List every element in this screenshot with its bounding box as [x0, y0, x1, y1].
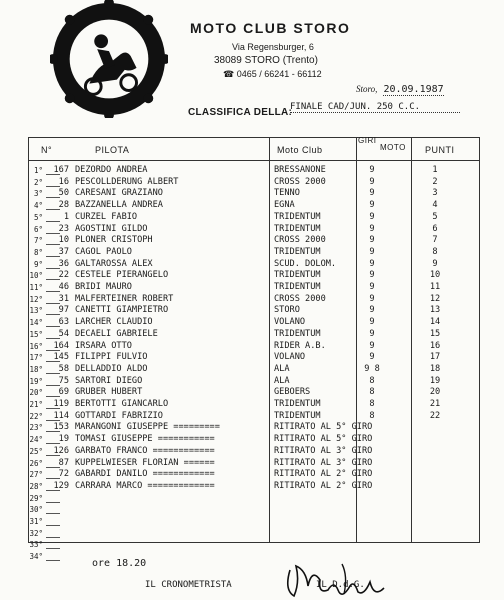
row-moto-club: BRESSANONE [274, 165, 326, 175]
row-pilot-name: MALFERTEINER ROBERT [75, 293, 174, 304]
table-row [29, 434, 479, 445]
row-number: 97 [58, 305, 69, 316]
row-position: 24° [29, 435, 43, 445]
row-number: 145 [53, 352, 69, 363]
row-number: 37 [58, 246, 69, 257]
row-punti: 11 [429, 282, 441, 292]
header-giri: GIRI [358, 136, 377, 145]
row-position: 30° [29, 505, 43, 515]
row-punti: 16 [429, 340, 441, 351]
row-pilot-name: DEZORDO ANDREA [75, 165, 148, 175]
row-position: 14° [29, 318, 43, 328]
row-moto-club: RITIRATO AL 2° GIRO [274, 480, 373, 491]
row-position: 20° [29, 388, 43, 398]
row-punti: 13 [429, 305, 441, 316]
row-position: 19° [29, 376, 43, 386]
row-position: 12° [29, 294, 43, 304]
row-pilot-name: MARANGONI GIUSEPPE ========= [75, 422, 220, 433]
row-moto-club: RITIRATO AL 5° GIRO [274, 434, 373, 445]
row-position: 16° [29, 341, 43, 351]
row-position: 25° [29, 446, 43, 456]
row-giri: 9 [369, 165, 375, 175]
row-punti: 10 [429, 270, 441, 281]
row-moto-club: CROSS 2000 [274, 176, 326, 187]
row-position: 13° [29, 306, 43, 316]
row-giri: 9 [369, 200, 375, 211]
row-punti: 8 [432, 246, 438, 257]
row-number: 69 [58, 387, 69, 398]
row-moto-club: STORO [274, 305, 300, 316]
row-position: 34° [29, 552, 43, 562]
row-punti: 5 [432, 211, 438, 222]
row-giri: 9 [369, 246, 375, 257]
row-giri: 8 [369, 399, 375, 409]
row-punti: 20 [429, 387, 441, 398]
row-number: 22 [58, 270, 69, 281]
row-punti: 6 [432, 223, 438, 234]
row-pilot-name: CANETTI GIAMPIETRO [75, 305, 169, 316]
classifica-value: FINALE CAD/JUN. 250 C.C. [290, 102, 460, 113]
row-punti: 19 [429, 375, 441, 386]
row-number: 87 [58, 457, 69, 468]
table-row [29, 528, 479, 539]
row-moto-club: TRIDENTUM [274, 223, 321, 234]
row-giri: 9 [369, 176, 375, 187]
row-number: 50 [58, 188, 69, 199]
row-moto-club: TRIDENTUM [274, 328, 321, 339]
row-position: 26° [29, 458, 43, 468]
row-moto-club: CROSS 2000 [274, 235, 326, 246]
row-giri: 9 [369, 317, 375, 328]
row-moto-club: RIDER A.B. [274, 340, 326, 351]
row-punti: 1 [432, 165, 438, 175]
row-pilot-name: DELLADDIO ALDO [75, 363, 148, 374]
row-pilot-name: GARBATO FRANCO ============ [75, 445, 215, 456]
row-number: 19 [58, 434, 69, 445]
row-pilot-name: GALTAROSSA ALEX [75, 258, 153, 269]
row-punti: 12 [429, 293, 441, 304]
row-moto-club: TRIDENTUM [274, 399, 321, 409]
row-giri: 9 [369, 223, 375, 234]
row-giri: 9 [369, 340, 375, 351]
row-position: 3° [33, 189, 43, 199]
table-row [29, 270, 479, 281]
row-position: 18° [29, 364, 43, 374]
table-row [29, 422, 479, 433]
table-row [29, 411, 479, 422]
table-row [29, 259, 479, 270]
row-pilot-name: PLONER CRISTOPH [75, 235, 153, 246]
number-underline [46, 513, 60, 514]
row-number: 75 [58, 375, 69, 386]
table-row [29, 504, 479, 515]
row-number: 72 [58, 469, 69, 480]
row-moto-club: SCUD. DOLOM. [274, 258, 337, 269]
row-position: 21° [29, 400, 43, 409]
row-number: 23 [58, 223, 69, 234]
row-moto-club: TRIDENTUM [274, 246, 321, 257]
row-moto-club: CROSS 2000 [274, 293, 326, 304]
row-position: 5° [33, 212, 43, 222]
table-row [29, 177, 479, 188]
row-moto-club: EGNA [274, 200, 295, 211]
table-row [29, 352, 479, 363]
table-row [29, 294, 479, 305]
row-number: 114 [53, 410, 69, 421]
row-position: 33° [29, 540, 43, 550]
table-row [29, 387, 479, 398]
row-position: 28° [29, 481, 43, 491]
header-numero: N° [41, 145, 53, 155]
header-moto: MOTO [380, 143, 406, 152]
row-punti: 18 [429, 363, 441, 374]
row-punti: 3 [432, 188, 438, 199]
table-row [29, 188, 479, 199]
row-punti: 15 [429, 328, 441, 339]
table-row [29, 212, 479, 223]
row-position: 22° [29, 411, 43, 421]
row-position: 1° [33, 166, 43, 175]
row-giri: 9 [369, 235, 375, 246]
row-moto-club: TENNO [274, 188, 300, 199]
row-giri: 8 [369, 387, 375, 398]
row-position: 27° [29, 470, 43, 480]
club-logo [50, 0, 168, 118]
row-punti: 4 [432, 200, 438, 211]
row-giri: 9 [369, 258, 375, 269]
place-label: Storo, [356, 84, 378, 94]
row-moto-club: RITIRATO AL 3° GIRO [274, 457, 373, 468]
table-row [29, 539, 479, 550]
table-row [29, 516, 479, 527]
row-pilot-name: AGOSTINI GILDO [75, 223, 148, 234]
row-position: 7° [33, 236, 43, 246]
date-value: 20.09.1987 [383, 84, 444, 95]
row-position: 15° [29, 329, 43, 339]
header-pilota: PILOTA [95, 145, 130, 155]
row-position: 9° [33, 259, 43, 269]
date-line [356, 84, 444, 95]
row-moto-club: TRIDENTUM [274, 211, 321, 222]
row-giri: 9 [369, 188, 375, 199]
table-row [29, 224, 479, 235]
results-table [28, 136, 480, 562]
table-row [29, 247, 479, 258]
row-number: 126 [53, 445, 69, 456]
table-row [29, 317, 479, 328]
row-punti: 9 [432, 258, 438, 269]
number-underline [46, 525, 60, 526]
row-moto-club: GEBOERS [274, 387, 311, 398]
row-giri: 9 [369, 211, 375, 222]
row-pilot-name: CESTELE PIERANGELO [75, 270, 169, 281]
row-pilot-name: TOMASI GIUSEPPE =========== [75, 434, 215, 445]
club-name: MOTO CLUB STORO [190, 20, 351, 36]
row-number: 28 [58, 200, 69, 211]
row-number: 153 [53, 422, 69, 433]
table-row [29, 458, 479, 469]
row-position: 4° [33, 201, 43, 211]
row-pilot-name: FILIPPI FULVIO [75, 352, 148, 363]
row-punti: 22 [429, 410, 441, 421]
row-punti: 17 [429, 352, 441, 363]
table-row [29, 399, 479, 410]
number-underline [46, 548, 60, 549]
row-giri: 8 [369, 410, 375, 421]
row-moto-club: VOLANO [274, 317, 306, 328]
row-pilot-name: BRIDI MAURO [75, 282, 132, 292]
row-pilot-name: GRUBER HUBERT [75, 387, 143, 398]
row-giri: 9 8 [364, 363, 380, 374]
table-row [29, 469, 479, 480]
results-rows [29, 138, 479, 562]
row-pilot-name: BAZZANELLA ANDREA [75, 200, 163, 211]
row-giri: 9 [369, 282, 375, 292]
header-moto-club: Moto Club [277, 145, 323, 155]
row-position: 23° [29, 423, 43, 433]
row-number: 63 [58, 317, 69, 328]
row-position: 10° [29, 271, 43, 281]
row-giri: 9 [369, 270, 375, 281]
table-row [29, 305, 479, 316]
signature-image [282, 560, 392, 600]
row-position: 32° [29, 528, 43, 538]
table-row [29, 364, 479, 375]
row-number: 46 [58, 282, 69, 292]
finish-time: ore 18.20 [92, 558, 147, 569]
row-pilot-name: DECAELI GABRIELE [75, 328, 158, 339]
row-moto-club: TRIDENTUM [274, 270, 321, 281]
row-position: 11° [29, 283, 43, 292]
row-pilot-name: SARTORI DIEGO [75, 375, 143, 386]
row-position: 31° [29, 517, 43, 526]
row-pilot-name: PESCOLLDERUNG ALBERT [75, 176, 179, 187]
row-pilot-name: GABARDI DANILO ============ [75, 469, 215, 480]
row-giri: 9 [369, 352, 375, 363]
row-position: 8° [33, 247, 43, 257]
row-position: 6° [33, 224, 43, 234]
row-moto-club: ALA [274, 375, 290, 386]
row-moto-club: RITIRATO AL 2° GIRO [274, 469, 373, 480]
table-row [29, 376, 479, 387]
row-pilot-name: BERTOTTI GIANCARLO [75, 399, 169, 409]
number-underline [46, 537, 60, 538]
table-row [29, 493, 479, 504]
row-moto-club: ALA [274, 363, 290, 374]
row-pilot-name: LARCHER CLAUDIO [75, 317, 153, 328]
row-giri: 9 [369, 305, 375, 316]
row-moto-club: TRIDENTUM [274, 282, 321, 292]
row-moto-club: VOLANO [274, 352, 306, 363]
header-punti: PUNTI [425, 145, 455, 155]
row-pilot-name: KUPPELWIESER FLORIAN ====== [75, 457, 215, 468]
row-number: 54 [58, 328, 69, 339]
row-moto-club: RITIRATO AL 3° GIRO [274, 445, 373, 456]
dg-label: IL D.d.G. [316, 580, 365, 590]
table-row [29, 341, 479, 352]
row-punti: 7 [432, 235, 438, 246]
row-punti: 21 [429, 399, 441, 409]
table-row [29, 282, 479, 293]
row-punti: 14 [429, 317, 441, 328]
row-pilot-name: CARESANI GRAZIANO [75, 188, 163, 199]
row-number: 31 [58, 293, 69, 304]
row-number: 129 [53, 480, 69, 491]
table-row [29, 329, 479, 340]
row-pilot-name: GOTTARDI FABRIZIO [75, 410, 163, 421]
address-street: Via Regensburger, 6 [232, 42, 314, 52]
table-row [29, 235, 479, 246]
number-underline [46, 502, 60, 503]
row-number: 10 [58, 235, 69, 246]
row-pilot-name: CURZEL FABIO [75, 211, 138, 222]
row-position: 29° [29, 493, 43, 503]
number-underline [46, 560, 60, 561]
row-pilot-name: CAGOL PAOLO [75, 246, 132, 257]
row-number: 164 [53, 340, 69, 351]
row-number: 167 [53, 165, 69, 175]
row-pilot-name: IRSARA OTTO [75, 340, 132, 351]
row-giri: 9 [369, 328, 375, 339]
row-giri: 8 [369, 375, 375, 386]
row-moto-club: TRIDENTUM [274, 410, 321, 421]
row-number: 16 [58, 176, 69, 187]
table-row [29, 165, 479, 176]
row-number: 119 [53, 399, 69, 409]
row-pilot-name: CARRARA MARCO ============= [75, 480, 215, 491]
table-row [29, 481, 479, 492]
row-giri: 9 [369, 293, 375, 304]
table-row [29, 446, 479, 457]
table-row [29, 200, 479, 211]
row-number: 1 [63, 211, 69, 222]
row-moto-club: RITIRATO AL 5° GIRO [274, 422, 373, 433]
row-punti: 2 [432, 176, 438, 187]
row-number: 58 [58, 363, 69, 374]
address-phone: ☎ 0465 / 66241 - 66112 [223, 69, 322, 79]
cronometrista-label: IL CRONOMETRISTA [145, 580, 232, 590]
row-number: 36 [58, 258, 69, 269]
classifica-label: CLASSIFICA DELLA: [188, 107, 293, 118]
row-position: 2° [33, 177, 43, 187]
row-position: 17° [29, 353, 43, 363]
address-city: 38089 STORO (Trento) [214, 55, 318, 66]
